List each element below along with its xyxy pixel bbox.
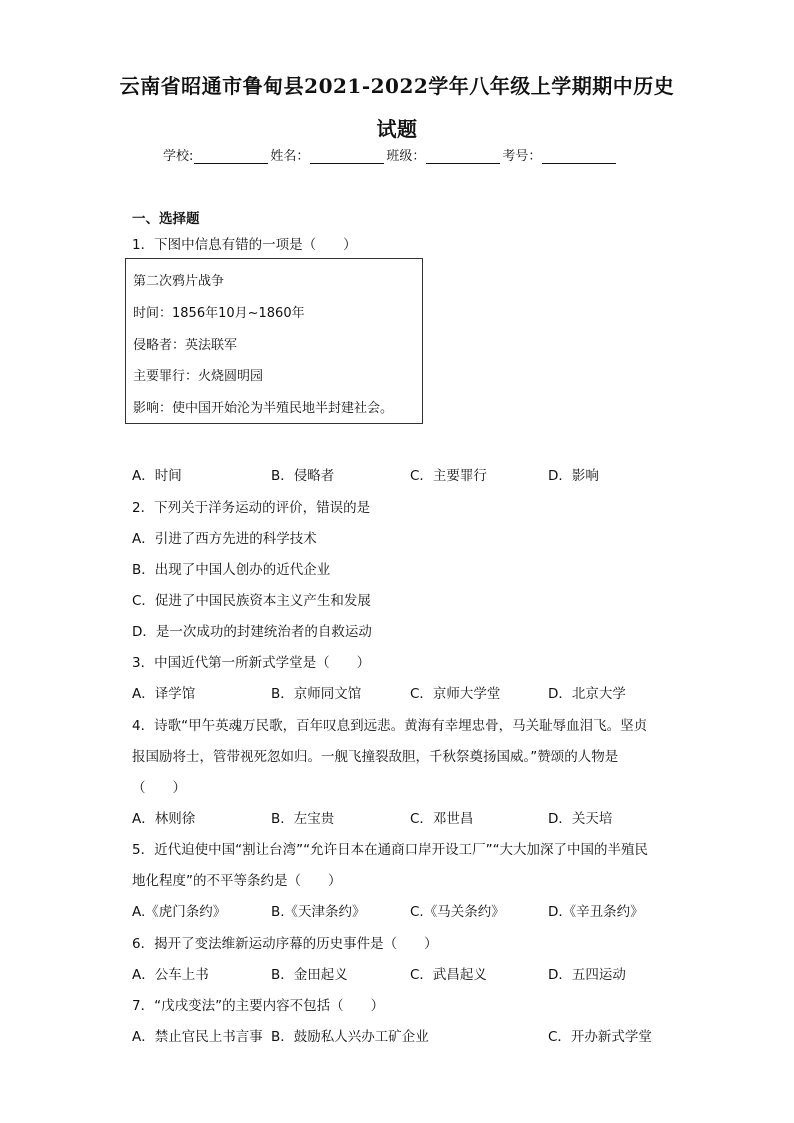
q1-option-c[interactable]: C．主要罪行 [410, 468, 487, 484]
question-7-stem: 7．“戊戌变法”的主要内容不包括（ ） [132, 998, 385, 1014]
exam-title-line2: 试题 [376, 117, 418, 141]
question-6-stem: 6．揭开了变法维新运动序幕的历史事件是（ ） [132, 936, 438, 952]
q7-option-c[interactable]: C．开办新式学堂 [548, 1029, 652, 1045]
q4-option-d[interactable]: D．关天培 [548, 811, 613, 827]
exam-no-label: 考号： [502, 149, 542, 164]
q3-option-b[interactable]: B．京师同文馆 [271, 686, 362, 702]
q3-option-c[interactable]: C．京师大学堂 [410, 686, 501, 702]
info-box-line: 主要罪行：火烧圆明园 [133, 369, 264, 384]
q1-option-b[interactable]: B．侵略者 [271, 468, 335, 484]
class-label: 班级： [386, 149, 426, 164]
info-box-line: 侵略者：英法联军 [133, 338, 238, 353]
q4-option-b[interactable]: B．左宝贵 [271, 811, 335, 827]
q4-option-c[interactable]: C．邓世昌 [410, 811, 474, 827]
q6-option-d[interactable]: D．五四运动 [548, 967, 626, 983]
question-4-stem-line1: 4．诗歌“甲午英魂万民歌，百年叹息到远悲。黄海有幸埋忠骨，马关耻辱血泪飞。坚贞 [132, 718, 648, 734]
question-4-stem-line2: 报国励将士，管带视死忽如归。一舰飞撞裂敌胆，千秋祭奠扬国威。”赞颂的人物是 [132, 749, 619, 765]
q1-option-d[interactable]: D．影响 [548, 468, 599, 484]
q3-option-a[interactable]: A．译学馆 [132, 686, 196, 702]
exam-no-blank[interactable] [542, 149, 616, 164]
question-5-stem-line1: 5．近代迫使中国“割让台湾”“允许日本在通商口岸开设工厂”“大大加深了中国的半殖民 [132, 842, 649, 858]
question-4-stem-line3: （ ） [132, 780, 186, 796]
student-info-row [163, 145, 618, 164]
q5-option-a[interactable]: A.《虎门条约》 [132, 904, 227, 920]
info-box-line: 时间：1856年10月~1860年 [133, 306, 305, 321]
q6-option-c[interactable]: C．武昌起义 [410, 967, 487, 983]
q5-option-b[interactable]: B.《天津条约》 [271, 904, 366, 920]
name-label: 姓名： [270, 149, 310, 164]
q2-option-a[interactable]: A．引进了西方先进的科学技术 [132, 531, 317, 547]
question-1-info-box [125, 258, 423, 424]
info-box-line: 第二次鸦片战争 [133, 274, 225, 289]
info-box-line: 影响：使中国开始沦为半殖民地半封建社会。 [133, 401, 394, 416]
question-3-stem: 3．中国近代第一所新式学堂是（ ） [132, 655, 371, 671]
exam-title-line1: 云南省昭通市鲁甸县2021-2022学年八年级上学期期中历史 [119, 74, 675, 98]
q5-option-c[interactable]: C.《马关条约》 [410, 904, 505, 920]
q2-option-b[interactable]: B．出现了中国人创办的近代企业 [132, 562, 331, 578]
question-1-stem: 1．下图中信息有错的一项是（ ） [132, 237, 357, 253]
section-heading: 一、选择题 [132, 211, 200, 227]
q4-option-a[interactable]: A．林则徐 [132, 811, 196, 827]
school-blank[interactable] [194, 149, 268, 164]
q6-option-a[interactable]: A．公车上书 [132, 967, 209, 983]
q6-option-b[interactable]: B．金田起义 [271, 967, 348, 983]
q3-option-d[interactable]: D．北京大学 [548, 686, 626, 702]
class-blank[interactable] [426, 149, 500, 164]
q7-option-b[interactable]: B．鼓励私人兴办工矿企业 [271, 1029, 429, 1045]
name-blank[interactable] [310, 149, 384, 164]
q5-option-d[interactable]: D.《辛丑条约》 [548, 904, 644, 920]
question-2-stem: 2．下列关于洋务运动的评价，错误的是 [132, 500, 371, 516]
q7-option-a[interactable]: A．禁止官民上书言事 [132, 1029, 263, 1045]
q1-option-a[interactable]: A．时间 [132, 468, 182, 484]
q2-option-c[interactable]: C．促进了中国民族资本主义产生和发展 [132, 593, 371, 609]
school-label: 学校: [163, 149, 194, 164]
q2-option-d[interactable]: D．是一次成功的封建统治者的自救运动 [132, 624, 372, 640]
question-5-stem-line2: 地化程度”的不平等条约是（ ） [132, 873, 342, 889]
